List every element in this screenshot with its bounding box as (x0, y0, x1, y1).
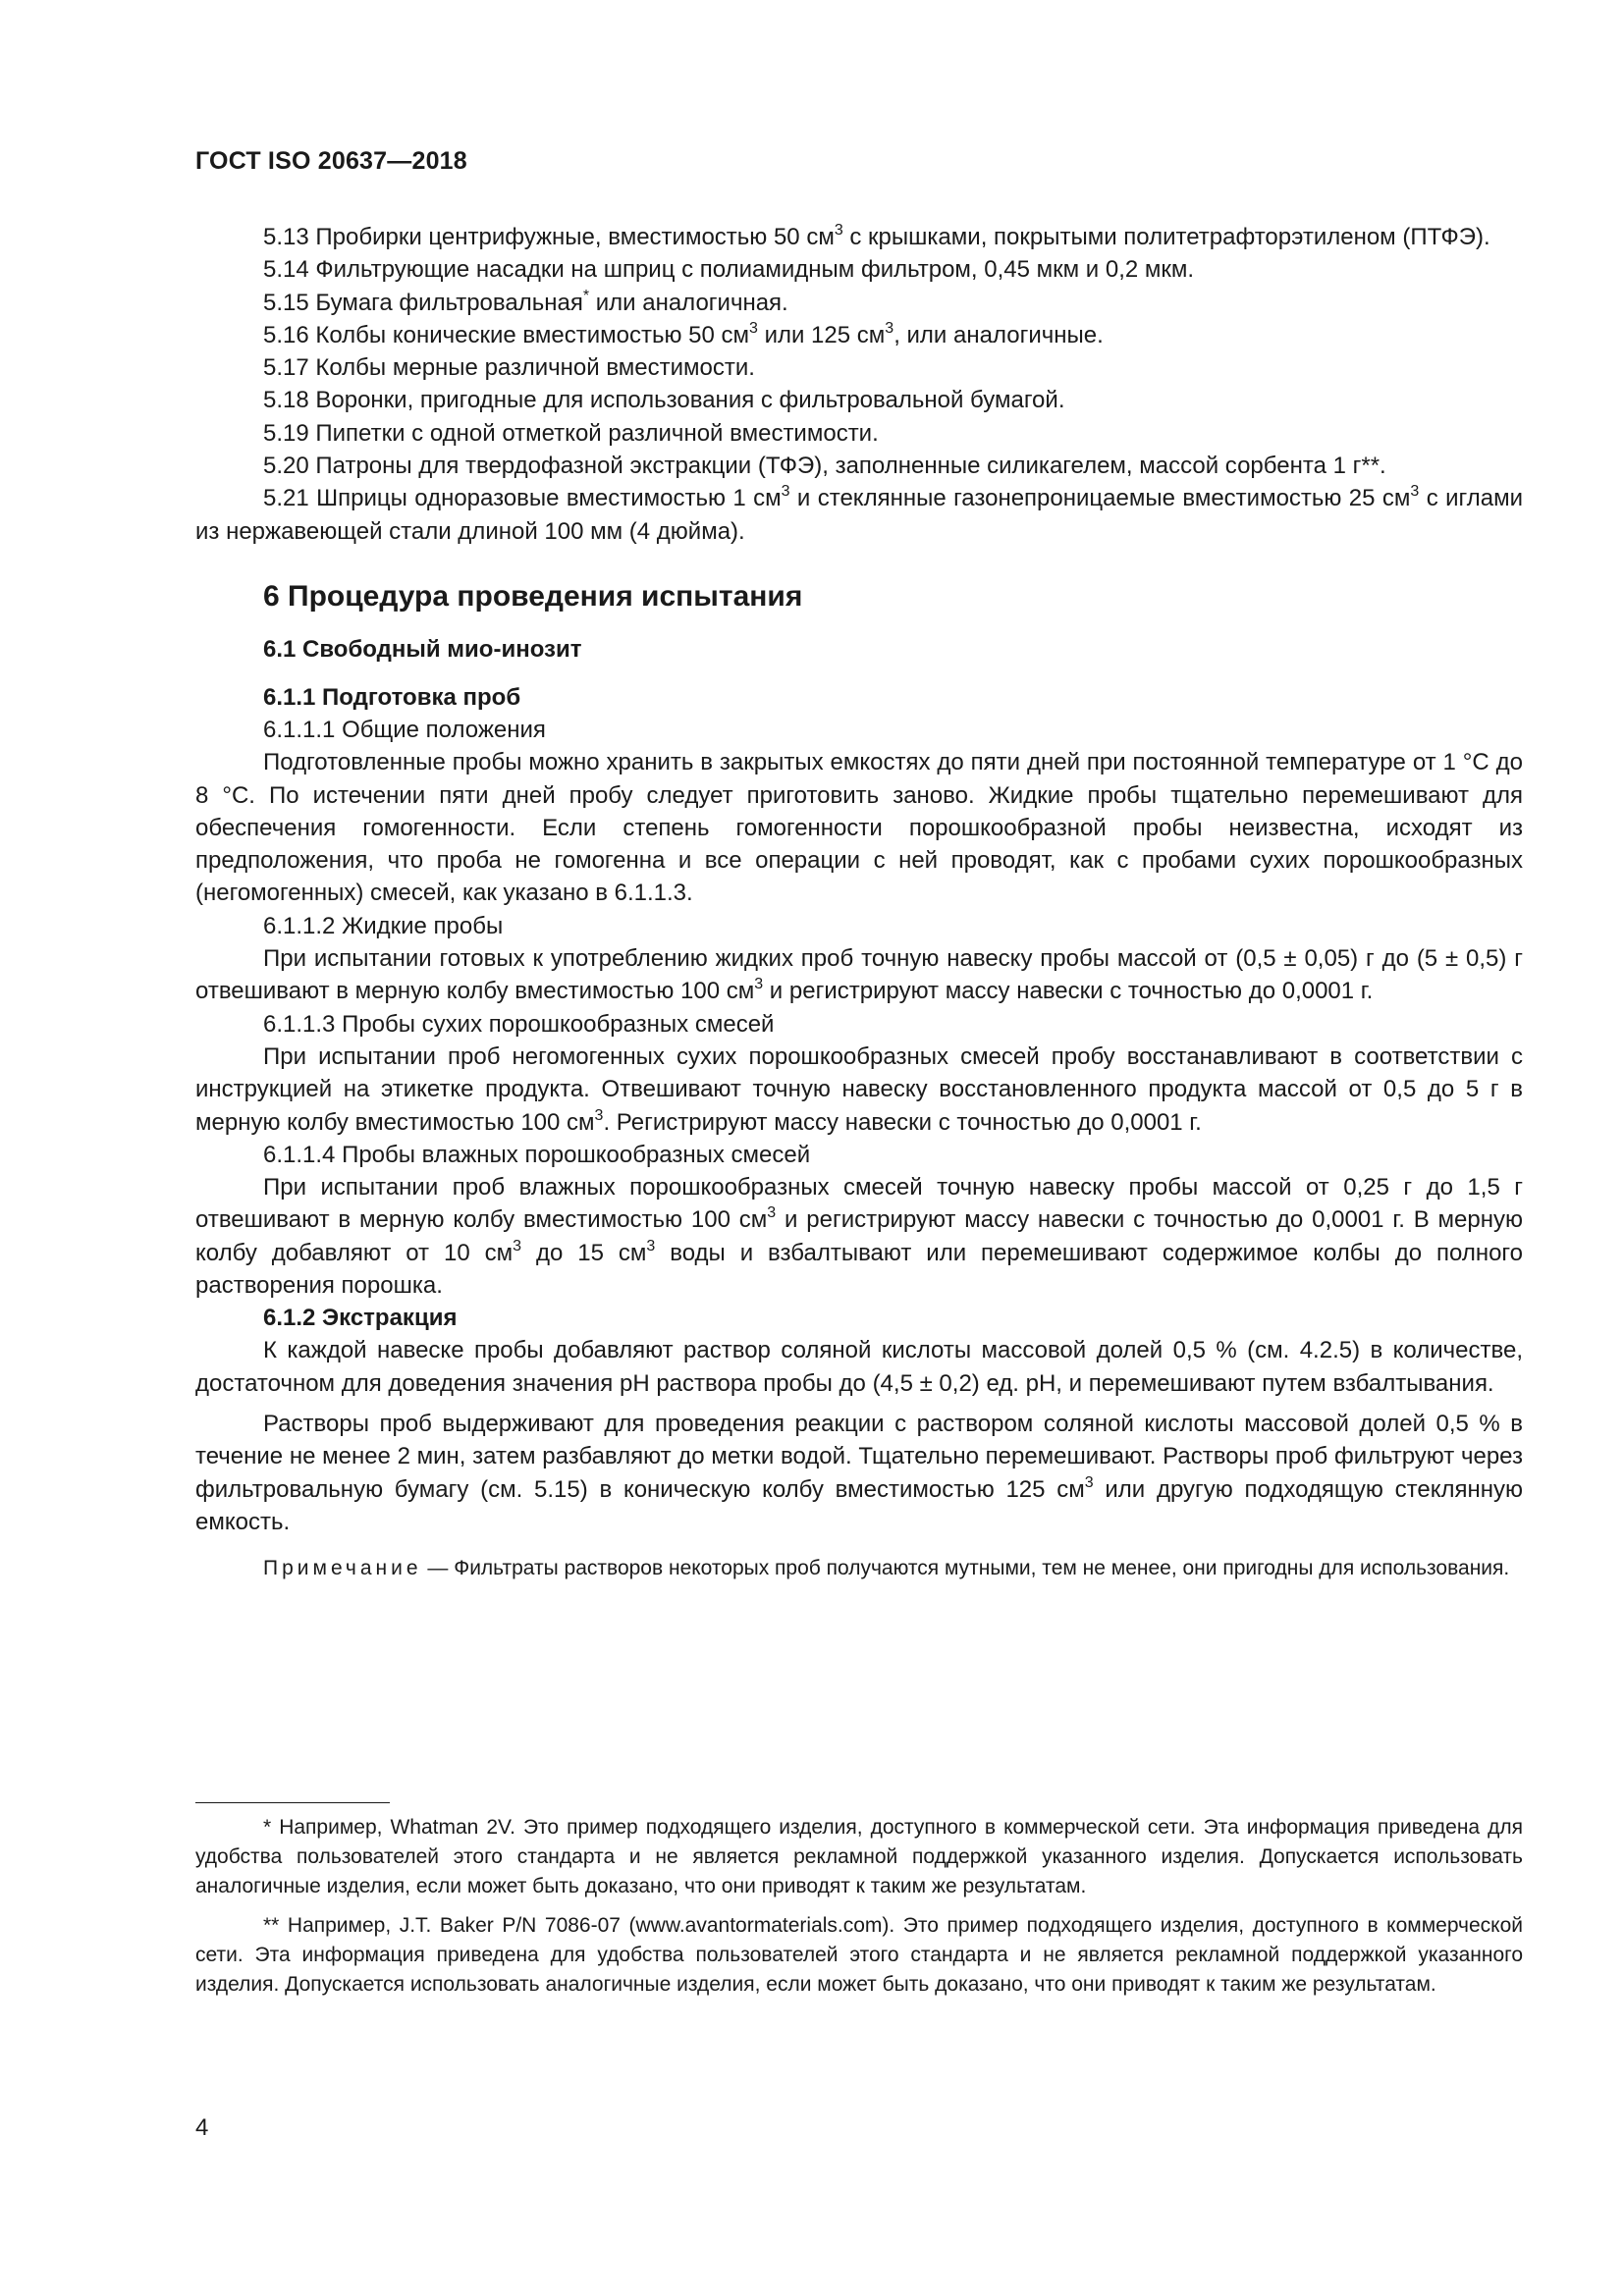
clause-title: 6.1.1.4 Пробы влажных порошкообразных смесей (263, 1141, 811, 1168)
footnote-divider (195, 1802, 390, 1803)
footnote: * Например, Whatman 2V. Это пример подходящего изделия, доступного в коммерческой сети. Эта информация приведена для удобства пользователей этого стандарта и не является рекламной поддержкой указанного изделия. Допускается использовать аналогичные изделия, если может быть доказано, что они приводят к таким же результатам. (195, 1816, 1523, 1897)
list-item: 5.13 Пробирки центрифужные, вместимостью 50 $см^3$ с крышками, покрытыми политетрафторэтиленом (ПТФЭ). (263, 222, 1490, 250)
subsection-heading: 6.1 Свободный мио-инозит (263, 635, 582, 663)
footnote-ref: * (582, 287, 590, 304)
list-item: 5.14 Фильтрующие насадки на шприц с полиамидным фильтром, 0,45 мкм и 0,2 мкм. (263, 256, 1195, 284)
paragraph: При испытании проб негомогенных сухих порошкообразных смесей пробу восстанавливают в соответствии с инструкцией на этикетке продукта. Отвешивают точную навеску восстановленного продукта массой от 0,5 до 5 г в мерную колбу вместимостью 100 $см^3$. Регистрируют массу навески с точностью до 0,0001 г. (195, 1042, 1523, 1136)
paragraph: Подготовленные пробы можно хранить в закрытых емкостях до пяти дней при постоянной температуре от 1 °С до 8 °С. По истечении пяти дней пробу следует приготовить заново. Жидкие пробы тщательно перемешивают для обеспечения гомогенности. Если степень гомогенности порошкообразной пробы неизвестна, исходят из предположения, что проба не гомогенна и все операции с ней проводят, как с пробами сухих порошкообразных (негомогенных) смесей, как указано в 6.1.1.3. (195, 749, 1523, 907)
footnote: ** Например, J.T. Baker P/N 7086-07 (www.avantormaterials.com). Это пример подходящего изделия, доступного в коммерческой сети. Эта информация приведена для удобства пользователей этого стандарта и не является рекламной поддержкой указанного изделия. Допускается использовать аналогичные изделия, если может быть доказано, что они приводят к таким же результатам. (195, 1914, 1523, 1996)
clause-title: 6.1.1.2 Жидкие пробы (263, 912, 504, 939)
list-item: 5.17 Колбы мерные различной вместимости. (263, 354, 755, 382)
paragraph: При испытании проб влажных порошкообразных смесей точную навеску пробы массой от 0,25 г до 1,5 г отвешивают в мерную колбу вместимостью 100 $см^3$ и регистрируют массу навески с точностью до 0,0001 г. В мерную колбу добавляют от 10 $см^3$ до 15 $см^3$ воды и взбалтывают или перемешивают содержимое колбы до полного растворения порошка. (195, 1174, 1523, 1300)
footnote-mark: * (263, 1816, 272, 1839)
paragraph: К каждой навеске пробы добавляют раствор соляной кислоты массовой долей 0,5 % (см. 4.2.5) в количестве, достаточном для доведения значения pH раствора пробы до (4,5 ± 0,2) ед. pH, и перемешивают путем взбалтывания. (195, 1337, 1523, 1397)
subsection-heading: 6.1.2 Экстракция (263, 1305, 458, 1332)
footnotes (195, 1813, 1523, 2009)
list-item: 5.20 Патроны для твердофазной экстракции (ТФЭ), заполненные силикагелем, массой сорбента 1 г**. (263, 453, 1386, 480)
list-item: 5.19 Пипетки с одной отметкой различной вместимости. (263, 419, 879, 447)
list-item: 5.18 Воронки, пригодные для использования с фильтровальной бумагой. (263, 387, 1065, 414)
list-item: 5.16 Колбы конические вместимостью 50 $см^3$ или 125 $см^3$, или аналогичные. (263, 319, 1104, 348)
subsection-heading: 6.1.1 Подготовка проб (263, 683, 521, 711)
list-item: 5.21 Шприцы одноразовые вместимостью 1 $см^3$ и стеклянные газонепроницаемые вместимостью 25 $см^3$ с иглами из нержавеющей стали длиной 100 мм (4 дюйма). (195, 483, 1523, 545)
list-item: 5.15 Бумага фильтровальная* или аналогичная. (263, 287, 788, 316)
paragraph: При испытании готовых к употреблению жидких проб точную навеску пробы массой от (0,5 ± 0,05) г до (5 ± 0,5) г отвешивают в мерную колбу вместимостью 100 $см^3$ и регистрируют массу навески с точностью до 0,0001 г. (195, 945, 1523, 1005)
clause-title: 6.1.1.3 Пробы сухих порошкообразных смесей (263, 1010, 775, 1038)
note: Примечание — Фильтраты растворов некоторых проб получаются мутными, тем не менее, они пригодны для использования. (263, 1557, 1510, 1580)
document-body (195, 221, 1523, 1583)
note-label: Примечание (263, 1557, 422, 1580)
footnote-mark: ** (263, 1914, 280, 1937)
clause-title: 6.1.1.1 Общие положения (263, 716, 546, 743)
document-header: ГОСТ ISO 20637—2018 (195, 147, 467, 175)
paragraph: Растворы проб выдерживают для проведения реакции с раствором соляной кислоты массовой долей 0,5 % в течение не менее 2 мин, затем разбавляют до метки водой. Тщательно перемешивают. Растворы проб фильтруют через фильтровальную бумагу (см. 5.15) в коническую колбу вместимостью 125 $см^3$ или другую подходящую стеклянную емкость. (195, 1410, 1523, 1535)
page-number: 4 (195, 2114, 209, 2141)
section-heading: 6 Процедура проведения испытания (263, 579, 803, 613)
